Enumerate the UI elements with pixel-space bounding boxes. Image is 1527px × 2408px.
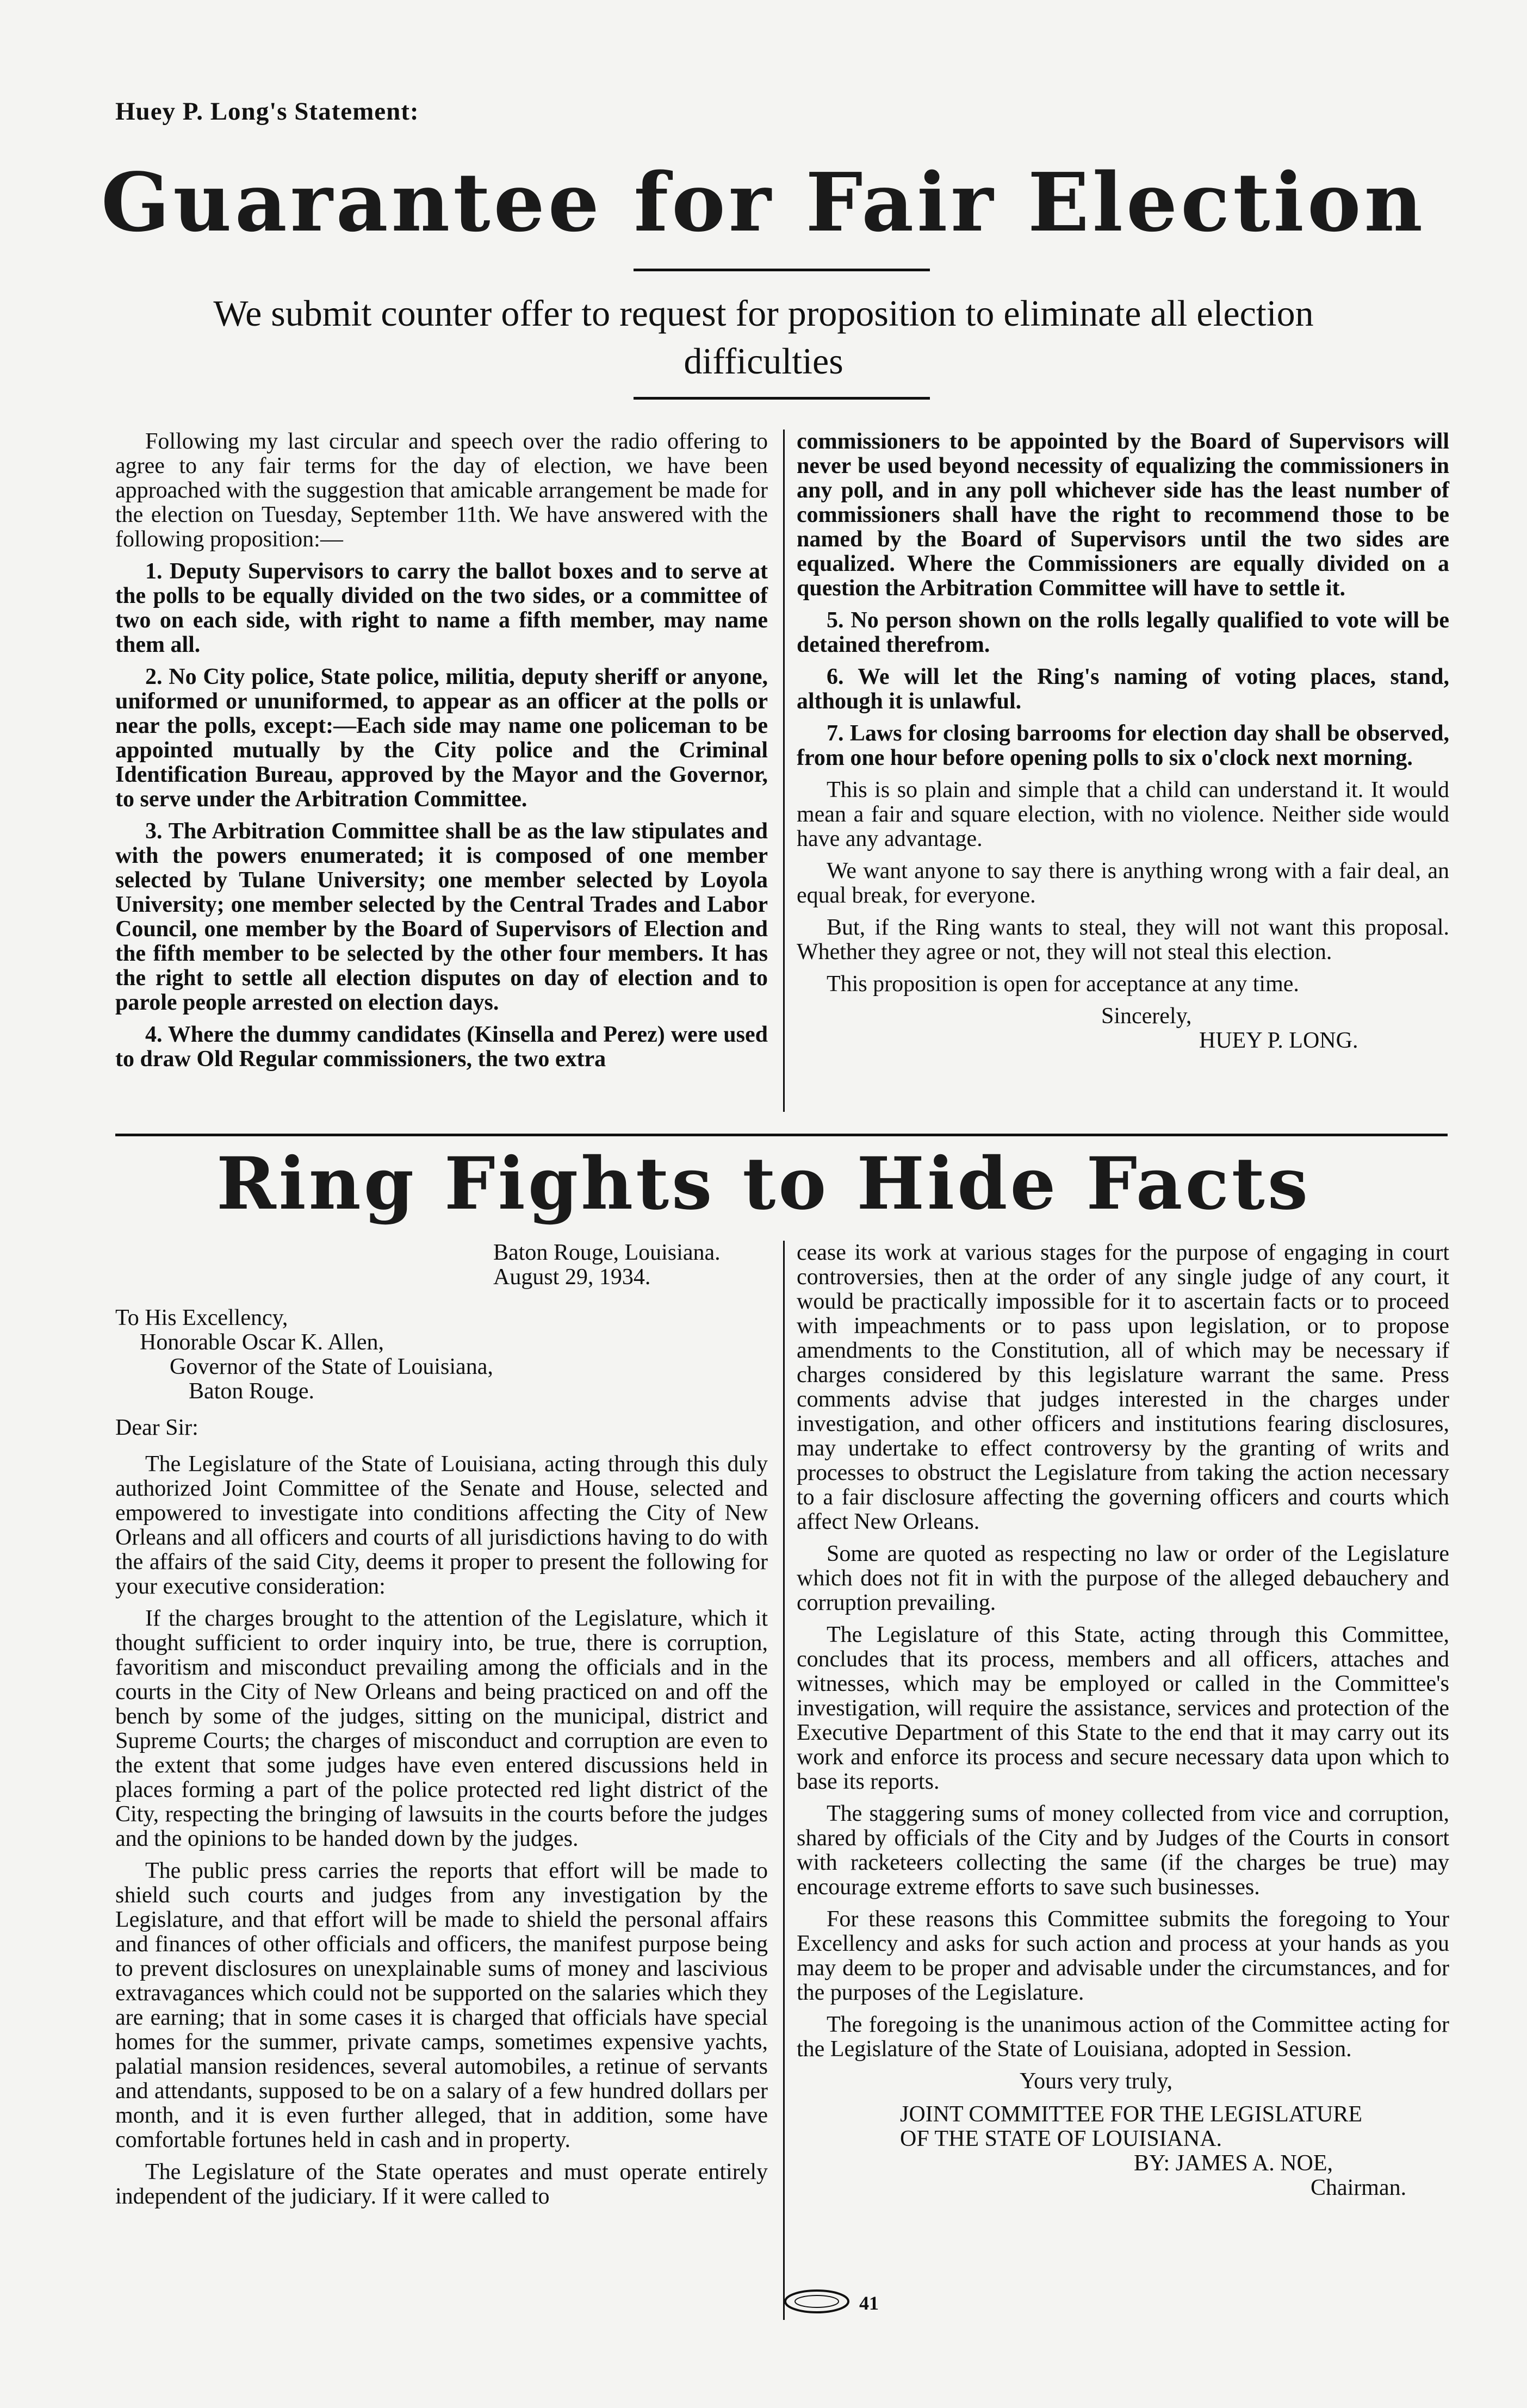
signer-noe: BY: JAMES A. NOE, (1134, 2151, 1333, 2176)
letter-paragraph-4: The Legislature of the State operates and must operate entirely independent of the judiciary. If it were called to (115, 2160, 768, 2209)
item-4-continued: commissioners to be appointed by the Board of Supervisors will never be used beyond necessity of equalizing the commissioners in any poll, and in any poll whichever side has the least number of commissioners shall have the right to recommend those to be named by the Board of Supervisors until the two sides are equalized. Where the Commissioners are equally divided on a question the Arbitration Committee will have to settle it. (797, 429, 1449, 601)
committee-line-1: JOINT COMMITTEE FOR THE LEGISLATURE (900, 2102, 1363, 2127)
item-6: 6. We will let the Ring's naming of voting places, stand, although it is unlawful. (797, 664, 1449, 714)
item-3: 3. The Arbitration Committee shall be as the law stipulates and with the powers enumerated; it is composed of one member selected by Tulane University; one member selected by Loyola University; one member selected by the Central Trades and Labor Council, one member by the Board of Supervisors of Election and the fifth member to be selected by the other four members. It has the right to settle all election disputes on day of election and to parole people arrested on election days. (115, 819, 768, 1015)
section2-right-column (797, 1241, 1449, 2200)
item-7: 7. Laws for closing barrooms for election day shall be observed, from one hour before opening polls to six o'clock next morning. (797, 721, 1449, 770)
signer-long: HUEY P. LONG. (1199, 1028, 1358, 1053)
signer-title: Chairman. (1311, 2175, 1407, 2200)
addressee-3: Governor of the State of Louisiana, (170, 1354, 493, 1379)
section1-left-column (115, 430, 768, 1079)
column-divider-top (783, 430, 785, 1112)
closing-yours: Yours very truly, (1020, 2069, 1173, 2094)
letter-paragraph-5: Some are quoted as respecting no law or order of the Legislature which does not fit in with the purpose of the alleged debauchery and corruption prevailing. (797, 1541, 1449, 1615)
item-5: 5. No person shown on the rolls legally qualified to vote will be detained therefrom. (797, 608, 1449, 657)
short-rule-top (634, 269, 930, 271)
short-rule-sub (634, 397, 930, 400)
committee-line-2: OF THE STATE OF LOUISIANA. (900, 2126, 1222, 2151)
letter-place: Baton Rouge, Louisiana. (493, 1240, 721, 1265)
letter-paragraph-7: The staggering sums of money collected from vice and corruption, shared by officials of the City and by Judges of the Courts in consort with racketeers collecting the same (if the charges be true) may encourage extreme efforts to save such businesses. (797, 1801, 1449, 1900)
letter-paragraph-6: The Legislature of this State, acting through this Committee, concludes that its process, members and all officers, attaches and witnesses, which may be employed or called in the Committee's investigation, will require the assistance, services and protection of the Executive Department of this State to the end that it may carry out its work and enforce its process and secure necessary data upon which to base its reports. (797, 1622, 1449, 1794)
closing-sincerely: Sincerely, (1101, 1004, 1192, 1029)
section-divider (115, 1134, 1448, 1136)
note-4: This proposition is open for acceptance at any time. (827, 972, 1299, 997)
note-2: We want anyone to say there is anything wrong with a fair deal, an equal break, for everyone. (797, 858, 1449, 908)
union-label-icon (783, 2288, 854, 2315)
intro-paragraph: Following my last circular and speech over the radio offering to agree to any fair terms for the day of election, we have been approached with the suggestion that amicable arrangement be made for the election on Tuesday, September 11th. We have answered with the following proposition:— (115, 429, 768, 552)
column-divider-bottom (783, 1241, 785, 2320)
printer-number: 41 (859, 2292, 879, 2314)
letter-paragraph-8: For these reasons this Committee submits the foregoing to Your Excellency and asks for such action and process at your hands as you may deem to be proper and advisable under the circumstances, and for the purposes of the Legislature. (797, 1907, 1449, 2005)
letter-paragraph-9: The foregoing is the unanimous action of the Committee acting for the Legislature of the State of Louisiana, adopted in Session. (797, 2012, 1449, 2062)
addressee-2: Honorable Oscar K. Allen, (140, 1330, 384, 1355)
addressee-4: Baton Rouge. (189, 1379, 314, 1404)
kicker: Huey P. Long's Statement: (115, 97, 419, 126)
letter-paragraph-2: If the charges brought to the attention of the Legislature, which it thought sufficient to order inquiry into, be true, there is corruption, favoritism and misconduct prevailing among the officials and in the courts in the City of New Orleans and being practiced on and off the bench by some of the judges, sitting on the municipal, district and Supreme Courts; the charges of misconduct and corruption are even to the extent that some judges have even entered discussions held in places forming a part of the police protected red light district of the City, respecting the bringing of lawsuits in the courts before the judges and the opinions to be handed down by the judges. (115, 1606, 768, 1851)
section1-right-column (797, 430, 1449, 1053)
headline-fair-election: Guarantee for Fair Election (101, 155, 1426, 250)
letter-paragraph-3: The public press carries the reports that effort will be made to shield such courts and judges from any investigation by the Legislature, and that effort will be made to shield the personal affairs and finances of other officials and officers, the manifest purpose being to prevent disclosures on unexplainable sums of money and lascivious extravagances which could not be supported on the salaries which they are earning; that in some cases it is charged that officials have special homes for the summer, private camps, sometimes expensive yachts, palatial mansion residences, several automobiles, a retinue of servants and attendants, supposed to be on a salary of a few hundred dollars per month, and it is even further alleged, that in addition, some have comfortable fortunes held in cash and in property. (115, 1858, 768, 2152)
section2-left-column (115, 1241, 768, 2217)
letter-paragraph-4-continued: cease its work at various stages for the purpose of engaging in court controversies, then at the order of any single judge of any court, it would be practically impossible for it to ascertain facts or to proceed with impeachments or to pass upon legislation, or to propose amendments to the Constitution, all of which may be necessary if charges considered by this legislature warrant the same. Press comments advise that judges interested in the charges under investigation, and other officers and institutions fearing disclosures, may undertake to effect controversy by the granting of writs and processes to obstruct the Legislature from taking the action necessary to a fair disclosure affecting the governing officers and courts which affect New Orleans. (797, 1240, 1449, 1534)
letter-paragraph-1: The Legislature of the State of Louisiana, acting through this duly authorized Joint Committee of the Senate and House, selected and empowered to investigate into conditions affecting the City of New Orleans and all officers and courts of all jurisdictions having to do with the affairs of the said City, deems it proper to present the following for your executive consideration: (115, 1452, 768, 1599)
addressee-1: To His Excellency, (115, 1305, 288, 1330)
item-1: 1. Deputy Supervisors to carry the ballot boxes and to serve at the polls to be equally divided on the two sides, or a committee of two on each side, with right to name a fifth member, may name them all. (115, 559, 768, 657)
letter-date: August 29, 1934. (493, 1265, 651, 1290)
salutation: Dear Sir: (115, 1415, 198, 1440)
note-1: This is so plain and simple that a child can understand it. It would mean a fair and square election, with no violence. Neither side would have any advantage. (797, 777, 1449, 851)
headline-ring-fights: Ring Fights to Hide Facts (216, 1142, 1311, 1226)
note-3: But, if the Ring wants to steal, they will not want this proposal. Whether they agree or not, they will not steal this election. (797, 915, 1449, 965)
item-2: 2. No City police, State police, militia, deputy sheriff or anyone, uniformed or ununiformed, to appear as an officer at the polls or near the polls, except:—Each side may name one policeman to be appointed mutually by the City police and the Criminal Identification Bureau, approved by the Mayor and the Governor, to serve under the Arbitration Committee. (115, 664, 768, 812)
subhead: We submit counter offer to request for proposition to eliminate all election difficulties (213, 293, 1314, 382)
item-4: 4. Where the dummy candidates (Kinsella and Perez) were used to draw Old Regular commissioners, the two extra (115, 1022, 768, 1072)
